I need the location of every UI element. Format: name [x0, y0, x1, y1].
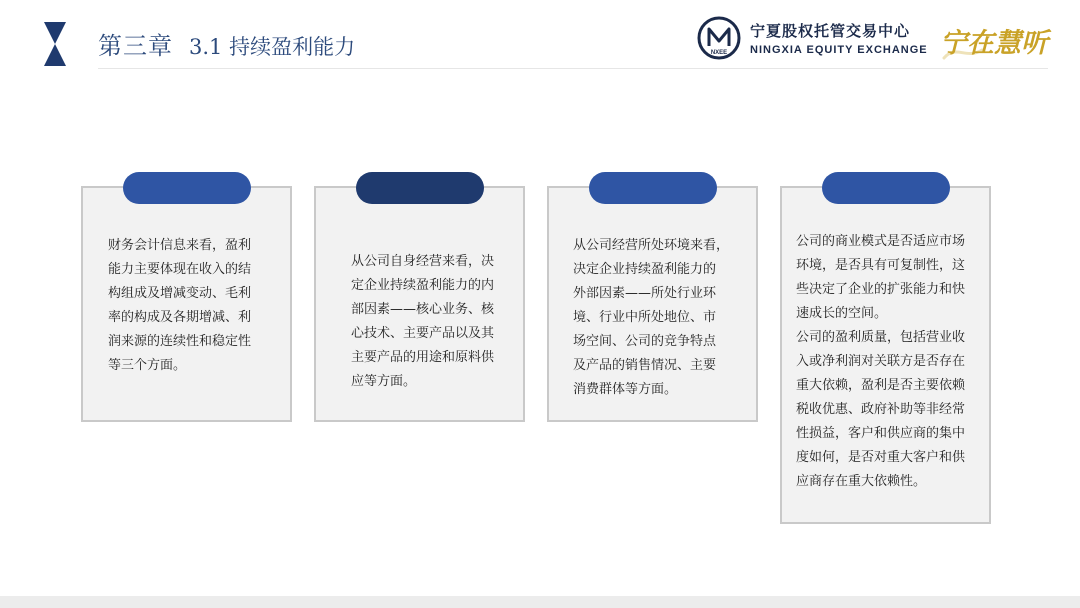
card-4-text: 公司的商业模式是否适应市场 环境，是否具有可复制性，这 些决定了企业的扩张能力和快 速成长的空间。 公司的盈利质量，包括营业收 入或净利润对关联方是否存在 重大依赖，盈利是否主要依赖 税收优惠、政府补助等非经常 性损益，客户和供应商的集中 度如何，是否对重大客户和供 应商存在重大依赖性。	[796, 234, 966, 489]
slogan-calligraphy	[936, 14, 1052, 66]
organization-name	[750, 20, 928, 56]
card-3-text: 从公司经营所处环境来看， 决定企业持续盈利能力的 外部因素——所处行业环 境、行业中所处地位、市 场空间、公司的竞争特点 及产品的销售情况、主要 消费群体等方面。	[573, 238, 730, 397]
card-3-tab	[589, 172, 717, 204]
page-title	[98, 26, 355, 61]
chapter-label: 第三章	[98, 32, 173, 60]
slogan-text: 宁在慧听	[940, 28, 1048, 59]
header-divider	[98, 68, 1048, 69]
organization-name-en: NINGXIA EQUITY EXCHANGE	[750, 44, 928, 56]
hourglass-icon	[44, 22, 66, 66]
card-1-text: 财务会计信息来看，盈利 能力主要体现在收入的结 构组成及增减变动、毛利 率的构成及各期增减、利 润来源的连续性和稳定性 等三个方面。	[108, 238, 252, 373]
footer-band	[0, 596, 1080, 608]
card-2-text: 从公司自身经营来看，决 定企业持续盈利能力的内 部因素——核心业务、核 心技术、主要产品以及其 主要产品的用途和原料供 应等方面。	[351, 254, 495, 389]
card-2-tab	[356, 172, 484, 204]
organization-name-cn: 宁夏股权托管交易中心	[750, 22, 911, 40]
nxee-logo-icon	[697, 16, 741, 60]
logo-text: NXEE	[710, 50, 728, 56]
card-4-tab	[822, 172, 950, 204]
section-title: 3.1 持续盈利能力	[189, 35, 356, 59]
card-1-tab	[123, 172, 251, 204]
